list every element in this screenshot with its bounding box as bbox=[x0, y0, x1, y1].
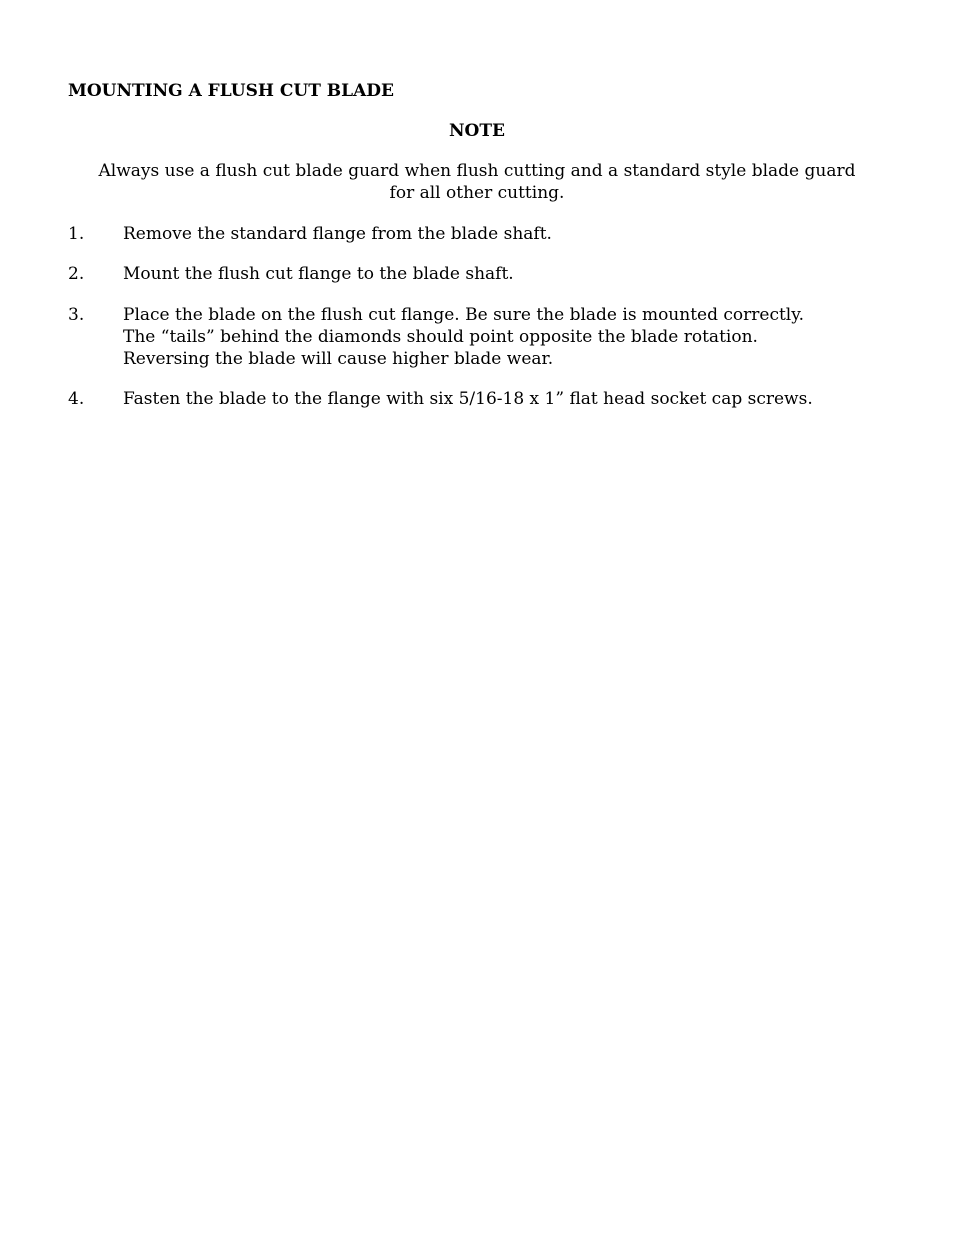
note-line: Always use a flush cut blade guard when flush cutting and a standard style blade guard bbox=[98, 161, 856, 181]
step-text bbox=[123, 304, 923, 370]
step-line: Mount the flush cut flange to the blade shaft. bbox=[123, 264, 514, 284]
step-line: Fasten the blade to the flange with six 5/16-18 x 1” flat head socket cap screws. bbox=[123, 389, 813, 409]
step-text bbox=[123, 388, 923, 410]
step-number: 4. bbox=[68, 389, 85, 409]
step-text bbox=[123, 263, 923, 285]
step-line: Remove the standard flange from the blade shaft. bbox=[123, 224, 552, 244]
step-line: Place the blade on the flush cut flange. Be sure the blade is mounted correctly. bbox=[123, 305, 804, 325]
step-line: Reversing the blade will cause higher blade wear. bbox=[123, 349, 554, 369]
step-line: The “tails” behind the diamonds should point opposite the blade rotation. bbox=[123, 327, 758, 347]
note-body bbox=[68, 160, 886, 204]
step-number: 2. bbox=[68, 264, 85, 284]
section-title: MOUNTING A FLUSH CUT BLADE bbox=[68, 81, 394, 101]
step-number: 1. bbox=[68, 224, 85, 244]
step-text bbox=[123, 223, 923, 245]
note-line: for all other cutting. bbox=[389, 183, 565, 203]
step-number: 3. bbox=[68, 305, 85, 325]
note-heading: NOTE bbox=[449, 121, 505, 141]
